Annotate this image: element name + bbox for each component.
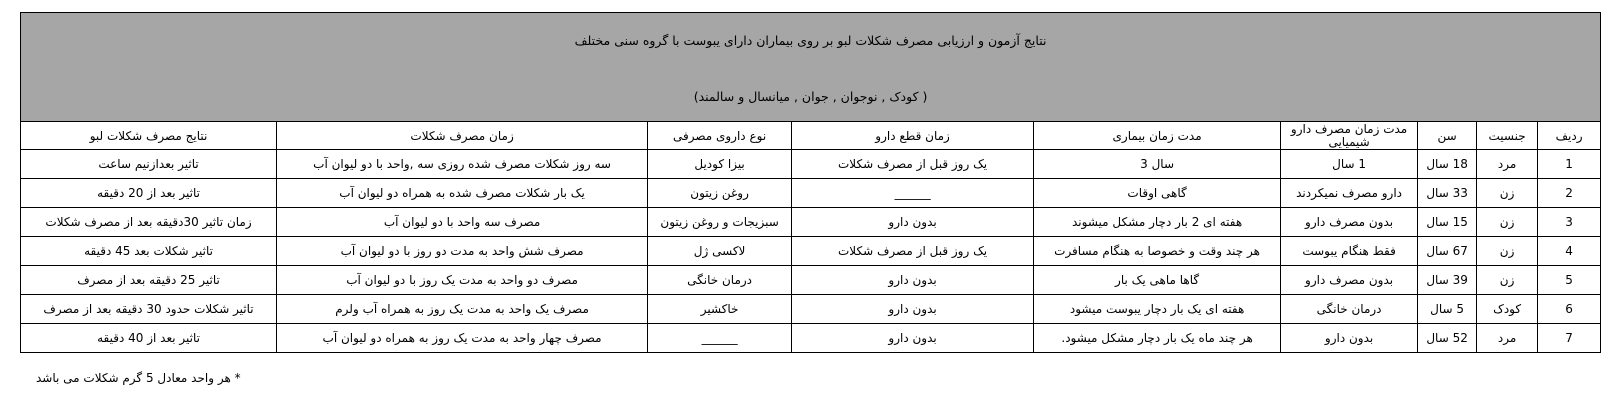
title-row [21, 13, 1601, 122]
cell-drug-type: سبزیجات و روغن زیتون [648, 208, 792, 237]
table-row [21, 208, 1601, 237]
header-drug-stop: زمان قطع دارو [792, 122, 1034, 150]
cell-chocolate-time: سه روز شکلات مصرف شده روزی سه ,واحد با دو لیوان آب [277, 150, 648, 179]
cell-chocolate-time: مصرف دو واحد به مدت یک روز با دو لیوان آب [277, 266, 648, 295]
cell-chocolate-time: مصرف سه واحد با دو لیوان آب [277, 208, 648, 237]
table-subtitle: ( کودک , نوجوان , جوان , میانسال و سالمند) [693, 89, 928, 104]
header-age: سن [1418, 122, 1477, 150]
cell-disease-duration: هفته ای 2 بار دچار مشکل میشوند [1034, 208, 1281, 237]
cell-gender: مرد [1477, 150, 1538, 179]
cell-drug-duration: فقط هنگام یبوست [1281, 237, 1418, 266]
cell-drug-type: بیزا کودیل [648, 150, 792, 179]
cell-result: تاثیر 25 دقیقه بعد از مصرف [21, 266, 277, 295]
cell-drug-duration: دارو مصرف نمیکردند [1281, 179, 1418, 208]
cell-gender: زن [1477, 237, 1538, 266]
cell-drug-duration: درمان خانگی [1281, 295, 1418, 324]
table-row [21, 295, 1601, 324]
cell-drug-duration: 1 سال [1281, 150, 1418, 179]
header-row [21, 122, 1601, 150]
cell-age: 15 سال [1418, 208, 1477, 237]
cell-age: 33 سال [1418, 179, 1477, 208]
table-row [21, 237, 1601, 266]
table-title: نتایج آزمون و ارزیابی مصرف شکلات لبو بر روی بیماران دارای یبوست با گروه سنی مختلف [574, 33, 1047, 48]
cell-age: 5 سال [1418, 295, 1477, 324]
cell-result: تاثیر بعد از 20 دقیقه [21, 179, 277, 208]
cell-row-no: 5 [1538, 266, 1601, 295]
cell-disease-duration: گاهی اوقات [1034, 179, 1281, 208]
cell-drug-duration: بدون مصرف دارو [1281, 266, 1418, 295]
cell-drug-stop: بدون دارو [792, 295, 1034, 324]
cell-result: تاثیر شکلات حدود 30 دقیقه بعد از مصرف [21, 295, 277, 324]
cell-chocolate-time: مصرف چهار واحد به مدت یک روز به همراه دو لیوان آب [277, 324, 648, 353]
cell-drug-type: روغن زیتون [648, 179, 792, 208]
footnote: * هر واحد معادل 5 گرم شکلات می باشد [36, 371, 241, 385]
table-title-cell [21, 13, 1601, 122]
table-row [21, 150, 1601, 179]
cell-disease-duration: سال 3 [1034, 150, 1281, 179]
table-row [21, 179, 1601, 208]
cell-age: 39 سال [1418, 266, 1477, 295]
cell-result: زمان تاثیر 30دقیقه بعد از مصرف شکلات [21, 208, 277, 237]
cell-drug-type: لاکسی ژل [648, 237, 792, 266]
cell-drug-type: ______ [648, 324, 792, 353]
table-row [21, 324, 1601, 353]
cell-gender: زن [1477, 179, 1538, 208]
header-drug-duration: مدت زمان مصرف دارو شیمیایی [1281, 122, 1418, 150]
cell-age: 52 سال [1418, 324, 1477, 353]
header-result: نتایج مصرف شکلات لبو [21, 122, 277, 150]
cell-gender: کودک [1477, 295, 1538, 324]
cell-drug-stop: یک روز قبل از مصرف شکلات [792, 150, 1034, 179]
cell-age: 18 سال [1418, 150, 1477, 179]
header-gender: جنسیت [1477, 122, 1538, 150]
cell-gender: زن [1477, 208, 1538, 237]
cell-disease-duration: هر چند ماه یک بار دچار مشکل میشود. [1034, 324, 1281, 353]
cell-drug-type: درمان خانگی [648, 266, 792, 295]
cell-chocolate-time: یک بار شکلات مصرف شده به همراه دو لیوان آب [277, 179, 648, 208]
cell-gender: زن [1477, 266, 1538, 295]
cell-result: تاثیر بعدازنیم ساعت [21, 150, 277, 179]
header-drug-type: نوع داروی مصرفی [648, 122, 792, 150]
cell-drug-stop: بدون دارو [792, 208, 1034, 237]
cell-drug-stop: یک روز قبل از مصرف شکلات [792, 237, 1034, 266]
cell-drug-stop: بدون دارو [792, 266, 1034, 295]
header-disease-duration: مدت زمان بیماری [1034, 122, 1281, 150]
cell-drug-stop: ______ [792, 179, 1034, 208]
cell-age: 67 سال [1418, 237, 1477, 266]
cell-chocolate-time: مصرف یک واحد به مدت یک روز به همراه آب ولرم [277, 295, 648, 324]
cell-row-no: 3 [1538, 208, 1601, 237]
cell-drug-duration: بدون مصرف دارو [1281, 208, 1418, 237]
cell-result: تاثیر شکلات بعد 45 دقیقه [21, 237, 277, 266]
cell-disease-duration: هفته ای یک بار دچار یبوست میشود [1034, 295, 1281, 324]
header-row-no: ردیف [1538, 122, 1601, 150]
cell-drug-type: خاکشیر [648, 295, 792, 324]
cell-disease-duration: گاها ماهی یک بار [1034, 266, 1281, 295]
results-table [20, 12, 1601, 353]
cell-row-no: 2 [1538, 179, 1601, 208]
cell-result: تاثیر بعد از 40 دقیقه [21, 324, 277, 353]
cell-row-no: 6 [1538, 295, 1601, 324]
table-row [21, 266, 1601, 295]
cell-chocolate-time: مصرف شش واحد به مدت دو روز با دو لیوان آب [277, 237, 648, 266]
header-chocolate-time: زمان مصرف شکلات [277, 122, 648, 150]
cell-gender: مرد [1477, 324, 1538, 353]
cell-drug-stop: بدون دارو [792, 324, 1034, 353]
cell-disease-duration: هر چند وقت و خصوصا به هنگام مسافرت [1034, 237, 1281, 266]
cell-row-no: 4 [1538, 237, 1601, 266]
cell-row-no: 7 [1538, 324, 1601, 353]
cell-drug-duration: بدون دارو [1281, 324, 1418, 353]
cell-row-no: 1 [1538, 150, 1601, 179]
results-sheet [20, 12, 1600, 353]
